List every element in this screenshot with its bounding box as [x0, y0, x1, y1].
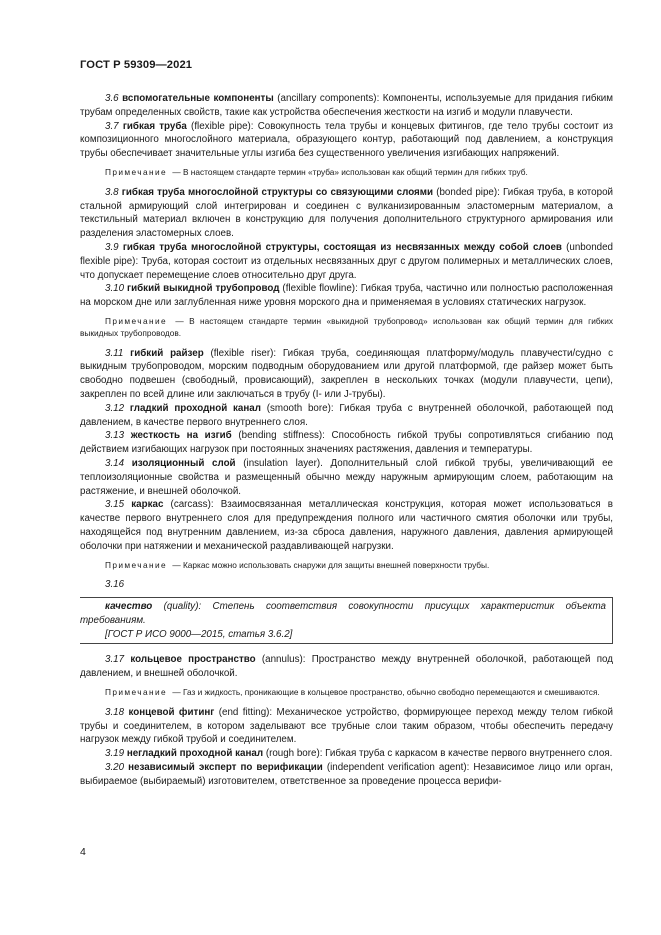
clause-number: 3.6	[105, 93, 119, 104]
term: гибкая труба многослойной структуры, состоящая из несвязанных между собой слоев	[122, 241, 562, 253]
definition-text: (flexible flowline): Гибкая труба, частично или полностью расположенная на морском дне или заглубленная ниже уровня морского дна и применяемая в условиях статических нагрузок.	[80, 283, 613, 309]
definition-3-6	[80, 92, 613, 120]
note-3-10	[80, 316, 613, 340]
term: негладкий проходной канал	[126, 748, 264, 760]
clause-number: 3.10	[105, 283, 125, 295]
quoted-definition-box	[80, 597, 613, 644]
definition-3-8	[80, 186, 613, 241]
clause-number: 3.11	[105, 347, 124, 359]
definition-3-18	[80, 706, 613, 747]
clause-number: 3.9	[105, 241, 119, 253]
clause-number-3-16	[80, 578, 613, 592]
definition-text: (annulus): Пространство между внутренней оболочкой, работающей под давлением, и внешней оболочкой.	[80, 654, 613, 680]
note-3-15	[80, 560, 613, 572]
term: концевой фитинг	[128, 706, 215, 718]
term: кольцевое пространство	[130, 654, 256, 666]
definition-text: (insulation layer). Дополнительный слой гибкой трубы, увеличивающий ее теплоизоляционные свойства и размещенный обычно между наружным армирующим слоем, работающим на растяжение, и внешней оболочкой.	[80, 457, 613, 497]
clause-number: 3.15	[105, 499, 125, 511]
clause-number: 3.18	[105, 706, 125, 718]
document-header: ГОСТ Р 59309—2021	[80, 59, 193, 71]
definition-text: (end fitting): Механическое устройство, формирующее переход между телом гибкой трубы и соединителем, в котором заделывают все трубные слои таким образом, чтобы обеспечить передачу нагрузок между гибкой трубой и соединителем.	[80, 706, 613, 746]
definition-3-12	[80, 402, 613, 430]
definition-text: (rough bore): Гибкая труба с каркасом в качестве первого внутреннего слоя.	[263, 748, 613, 760]
note-text: — В настоящем стандарте термин «выкидной трубопровод» использован как общий термин для гибких выкидных трубопроводов.	[80, 315, 613, 338]
clause-number: 3.20	[105, 762, 125, 774]
term: жесткость на изгиб	[130, 430, 232, 442]
note-label: Примечание	[105, 559, 168, 570]
note-label: Примечание	[105, 315, 168, 326]
definition-3-19	[80, 747, 613, 761]
term: гибкая труба	[122, 120, 187, 132]
definition-3-10	[80, 282, 613, 310]
definition-3-9	[80, 241, 613, 282]
note-text: — В настоящем стандарте термин «труба» использован как общий термин для гибких труб.	[172, 166, 528, 177]
clause-number: 3.13	[105, 430, 125, 442]
definition-text: (independent verification agent): Независимое лицо или орган, выбираемое (выбираемый) изготовителем, ответственное за проведение процесса верифи-	[80, 762, 613, 787]
definition-text: (unbonded flexible pipe): Труба, которая состоит из отдельных несвязанных друг с другом полимерных и металлических слоев, что допускает перемещение слоев относительно друг друга.	[80, 241, 613, 281]
definition-text: (bonded pipe): Гибкая труба, в которой стальной армирующий слой интегрирован и соединен с вулканизированным эластомерным материалом, а текстильный материал включен в конструкцию для получения дополнительного структурного армирования или разделения эластомерных слоев.	[80, 186, 613, 240]
note-3-17	[80, 687, 613, 699]
definition-3-11	[80, 347, 613, 402]
term: изоляционный слой	[131, 457, 236, 469]
note-label: Примечание	[105, 687, 168, 698]
definition-3-13	[80, 429, 613, 457]
clause-number: 3.8	[105, 186, 119, 198]
term: гибкий выкидной трубопровод	[127, 283, 280, 295]
page-number: 4	[80, 846, 86, 858]
definition-text: (quality): Степень соответствия совокупности присущих характеристик объекта требованиям.	[80, 601, 606, 626]
clause-number: 3.19	[105, 748, 125, 760]
definition-text: (flexible riser): Гибкая труба, соединяющая платформу/модуль плавучести/судно с выкидным трубопроводом, морским подводным оборудованием или другой платформой, где райзер может быть свободно подвешен (свободный, провисающий), закреплен в нескольких точках (модули плавучести, цепи), закреплен по всей длине или заключаться в трубу (I- или J-трубы).	[80, 347, 613, 400]
term: качество	[105, 601, 153, 613]
definition-3-7	[80, 120, 613, 161]
definition-text: (flexible pipe): Совокупность тела трубы и концевых фитингов, где тело трубы состоит из композиционного многослойного материала, образующего контур, работающий под давлением, а конструкция трубы обеспечивает значительные углы изгиба без существенного увеличения изгибающих напряжений.	[80, 120, 613, 160]
clause-number: 3.16	[105, 579, 125, 591]
definition-3-16	[80, 600, 606, 628]
clause-number: 3.17	[105, 654, 125, 666]
note-label: Примечание	[105, 166, 168, 177]
definition-text: (bending stiffness): Способность гибкой трубы сопротивляться сгибанию под действием изгибающих нагрузок при постоянных значениях растяжения, давления и температуры.	[80, 430, 613, 456]
clause-number: 3.14	[105, 457, 125, 469]
source-reference: [ГОСТ Р ИСО 9000—2015, статья 3.6.2]	[105, 628, 293, 640]
clause-number: 3.7	[105, 120, 119, 132]
note-text: — Газ и жидкость, проникающие в кольцевое пространство, обычно свободно перемещаются и смешиваются.	[172, 687, 600, 698]
term: гибкая труба многослойной структуры со связующими слоями	[121, 186, 434, 198]
note-3-7	[80, 167, 613, 179]
clause-number: 3.12	[105, 402, 125, 414]
note-text: — Каркас можно использовать снаружи для защиты внешней поверхности трубы.	[172, 559, 490, 570]
term: гладкий проходной канал	[129, 402, 261, 414]
definition-3-15	[80, 498, 613, 553]
page-body	[80, 92, 613, 789]
definition-text: (carcass): Взаимосвязанная металлическая конструкция, которая может использоваться в качестве первого внутреннего слоя для предупреждения полного или частичного смятия оболочки или трубы, находящейся под внутренним давлением, из-за сброса давления, наружного давления, давления армирующей оболочки при натяжении и механической раздавливающей нагрузки.	[80, 499, 613, 552]
term: вспомогательные компоненты	[122, 93, 274, 104]
definition-3-14	[80, 457, 613, 498]
term: каркас	[131, 499, 164, 511]
term: гибкий райзер	[130, 347, 204, 359]
definition-3-17	[80, 653, 613, 681]
definition-text: (ancillary components): Компоненты, используемые для придания гибким трубам определенных свойств, такие как устройства обеспечения жесткости на изгиб и модули плавучести.	[80, 93, 614, 118]
term: независимый эксперт по верификации	[128, 762, 323, 774]
definition-text: (smooth bore): Гибкая труба с внутренней оболочкой, работающей под давлением, в качестве первого внутреннего слоя.	[80, 402, 613, 428]
definition-3-20	[80, 761, 613, 789]
